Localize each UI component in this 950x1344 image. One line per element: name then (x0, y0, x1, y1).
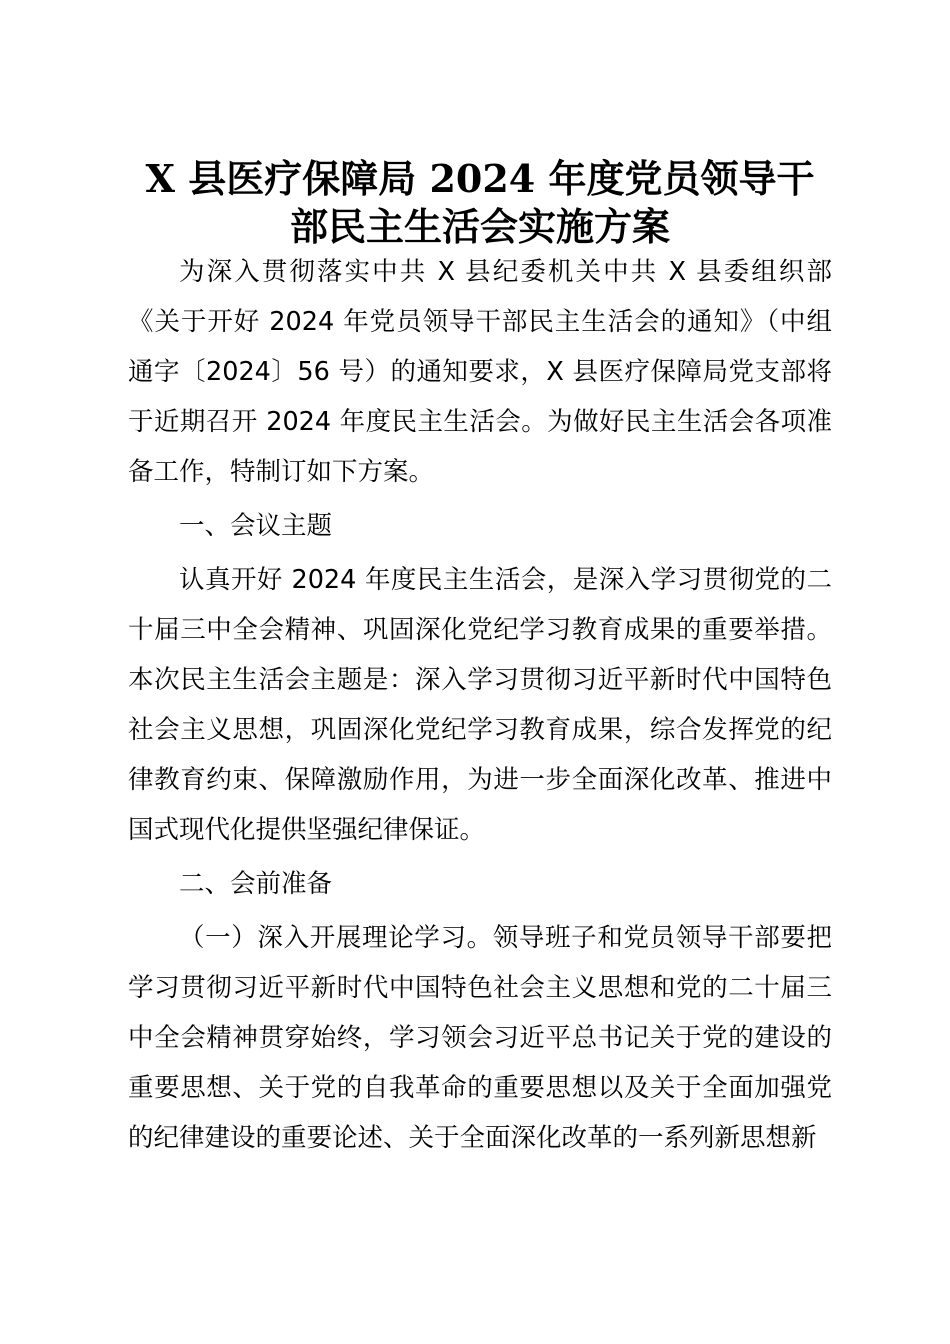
intro-paragraph: 为深入贯彻落实中共 X 县纪委机关中共 X 县委组织部《关于开好 2024 年党员领导干部民主生活会的通知》（中组通字〔2024〕56 号）的通知要求，X 县医疗保障局党支部将于近期召开 2024 年度民主生活会。为做好民主生活会各项准备工作，特制订如下方案。 (128, 257, 832, 487)
section-body-meeting-theme: 认真开好 2024 年度民主生活会，是深入学习贯彻党的二十届三中全会精神、巩固深化党纪学习教育成果的重要举措。本次民主生活会主题是：深入学习贯彻习近平新时代中国特色社会主义思想，巩固深化党纪学习教育成果，综合发挥党的纪律教育约束、保障激励作用，为进一步全面深化改革、推进中国式现代化提供坚强纪律保证。 (128, 565, 832, 845)
section-heading-preparation: 二、会前准备 (179, 869, 333, 899)
section-body-preparation: （一）深入开展理论学习。领导班子和党员领导干部要把学习贯彻习近平新时代中国特色社会主义思想和党的二十届三中全会精神贯穿始终，学习领会习近平总书记关于党的建设的重要思想、关于党的自我革命的重要思想以及关于全面加强党的纪律建设的重要论述、关于全面深化改革的一系列新思想新 (128, 923, 832, 1153)
document-title: X 县医疗保障局 2024 年度党员领导干 部民主生活会实施方案 (145, 156, 815, 249)
section-heading-meeting-theme: 一、会议主题 (179, 511, 333, 541)
document-page (128, 155, 832, 1163)
